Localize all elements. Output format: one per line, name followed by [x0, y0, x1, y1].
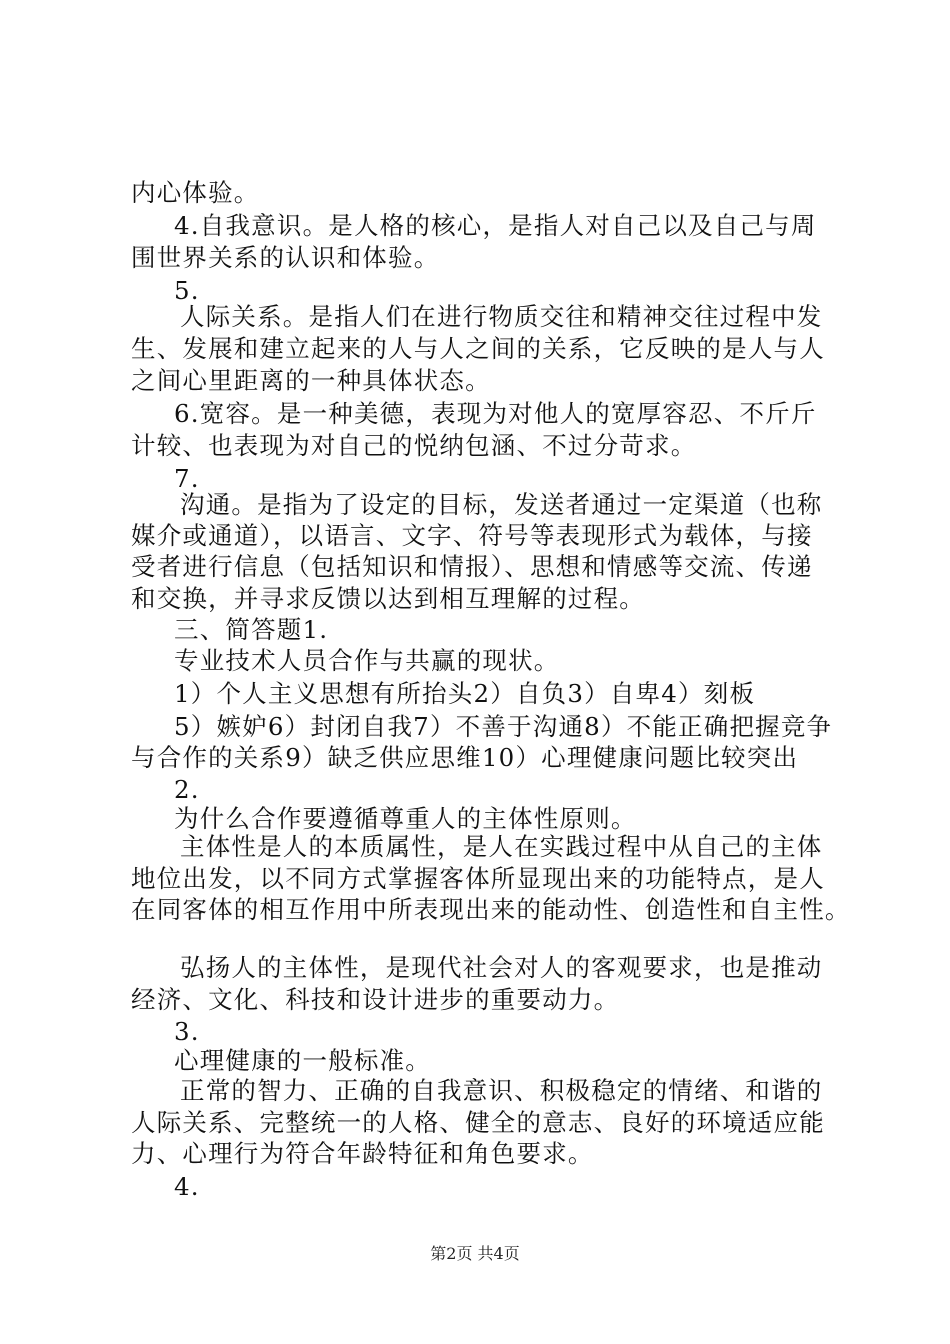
- text-line: 内心体验。: [131, 178, 260, 207]
- text-line: 与合作的关系9）缺乏供应思维10）心理健康问题比较突出: [131, 743, 799, 772]
- text-line: 经济、文化、科技和设计进步的重要动力。: [131, 985, 620, 1014]
- text-line: 心理健康的一般标准。: [174, 1046, 431, 1075]
- text-line: 沟通。是指为了设定的目标，发送者通过一定渠道（也称: [180, 490, 823, 519]
- text-line: 4.: [174, 1172, 200, 1201]
- text-line: 4.自我意识。是人格的核心，是指人对自己以及自己与周: [174, 211, 817, 240]
- text-line: 3.: [174, 1017, 200, 1046]
- text-line: 弘扬人的主体性，是现代社会对人的客观要求，也是推动: [180, 953, 823, 982]
- text-line: 媒介或通道），以语言、文字、符号等表现形式为载体，与接: [131, 521, 813, 550]
- text-line: 围世界关系的认识和体验。: [131, 243, 440, 272]
- text-line: 7.: [174, 464, 200, 493]
- text-line: 6.宽容。是一种美德，表现为对他人的宽厚容忍、不斤斤: [174, 399, 817, 428]
- text-line: 专业技术人员合作与共赢的现状。: [174, 646, 560, 675]
- text-line: 5.: [174, 276, 200, 305]
- text-line: 5）嫉妒6）封闭自我7）不善于沟通8）不能正确把握竞争: [174, 712, 833, 741]
- text-line: 力、心理行为符合年龄特征和角色要求。: [131, 1139, 594, 1168]
- text-line: 在同客体的相互作用中所表现出来的能动性、创造性和自主性。: [131, 895, 851, 924]
- text-line: 为什么合作要遵循尊重人的主体性原则。: [174, 804, 637, 833]
- text-line: 地位出发，以不同方式掌握客体所显现出来的功能特点，是人: [131, 864, 825, 893]
- text-line: 受者进行信息（包括知识和情报）、思想和情感等交流、传递: [131, 552, 813, 581]
- text-line: 计较、也表现为对自己的悦纳包涵、不过分苛求。: [131, 431, 697, 460]
- text-line: 主体性是人的本质属性，是人在实践过程中从自己的主体: [180, 832, 823, 861]
- text-line: 生、发展和建立起来的人与人之间的关系，它反映的是人与人: [131, 334, 825, 363]
- text-line: 三、简答题1.: [174, 615, 329, 644]
- text-line: 和交换，并寻求反馈以达到相互理解的过程。: [131, 584, 645, 613]
- text-line: 2.: [174, 775, 200, 804]
- text-line: 1）个人主义思想有所抬头2）自负3）自卑4）刻板: [174, 679, 756, 708]
- text-line: 之间心里距离的一种具体状态。: [131, 366, 491, 395]
- text-line: 人际关系。是指人们在进行物质交往和精神交往过程中发: [180, 302, 823, 331]
- text-line: 人际关系、完整统一的人格、健全的意志、良好的环境适应能: [131, 1108, 825, 1137]
- page-number: 第2页 共4页: [430, 1244, 520, 1263]
- text-line: 正常的智力、正确的自我意识、积极稳定的情绪、和谐的: [180, 1076, 823, 1105]
